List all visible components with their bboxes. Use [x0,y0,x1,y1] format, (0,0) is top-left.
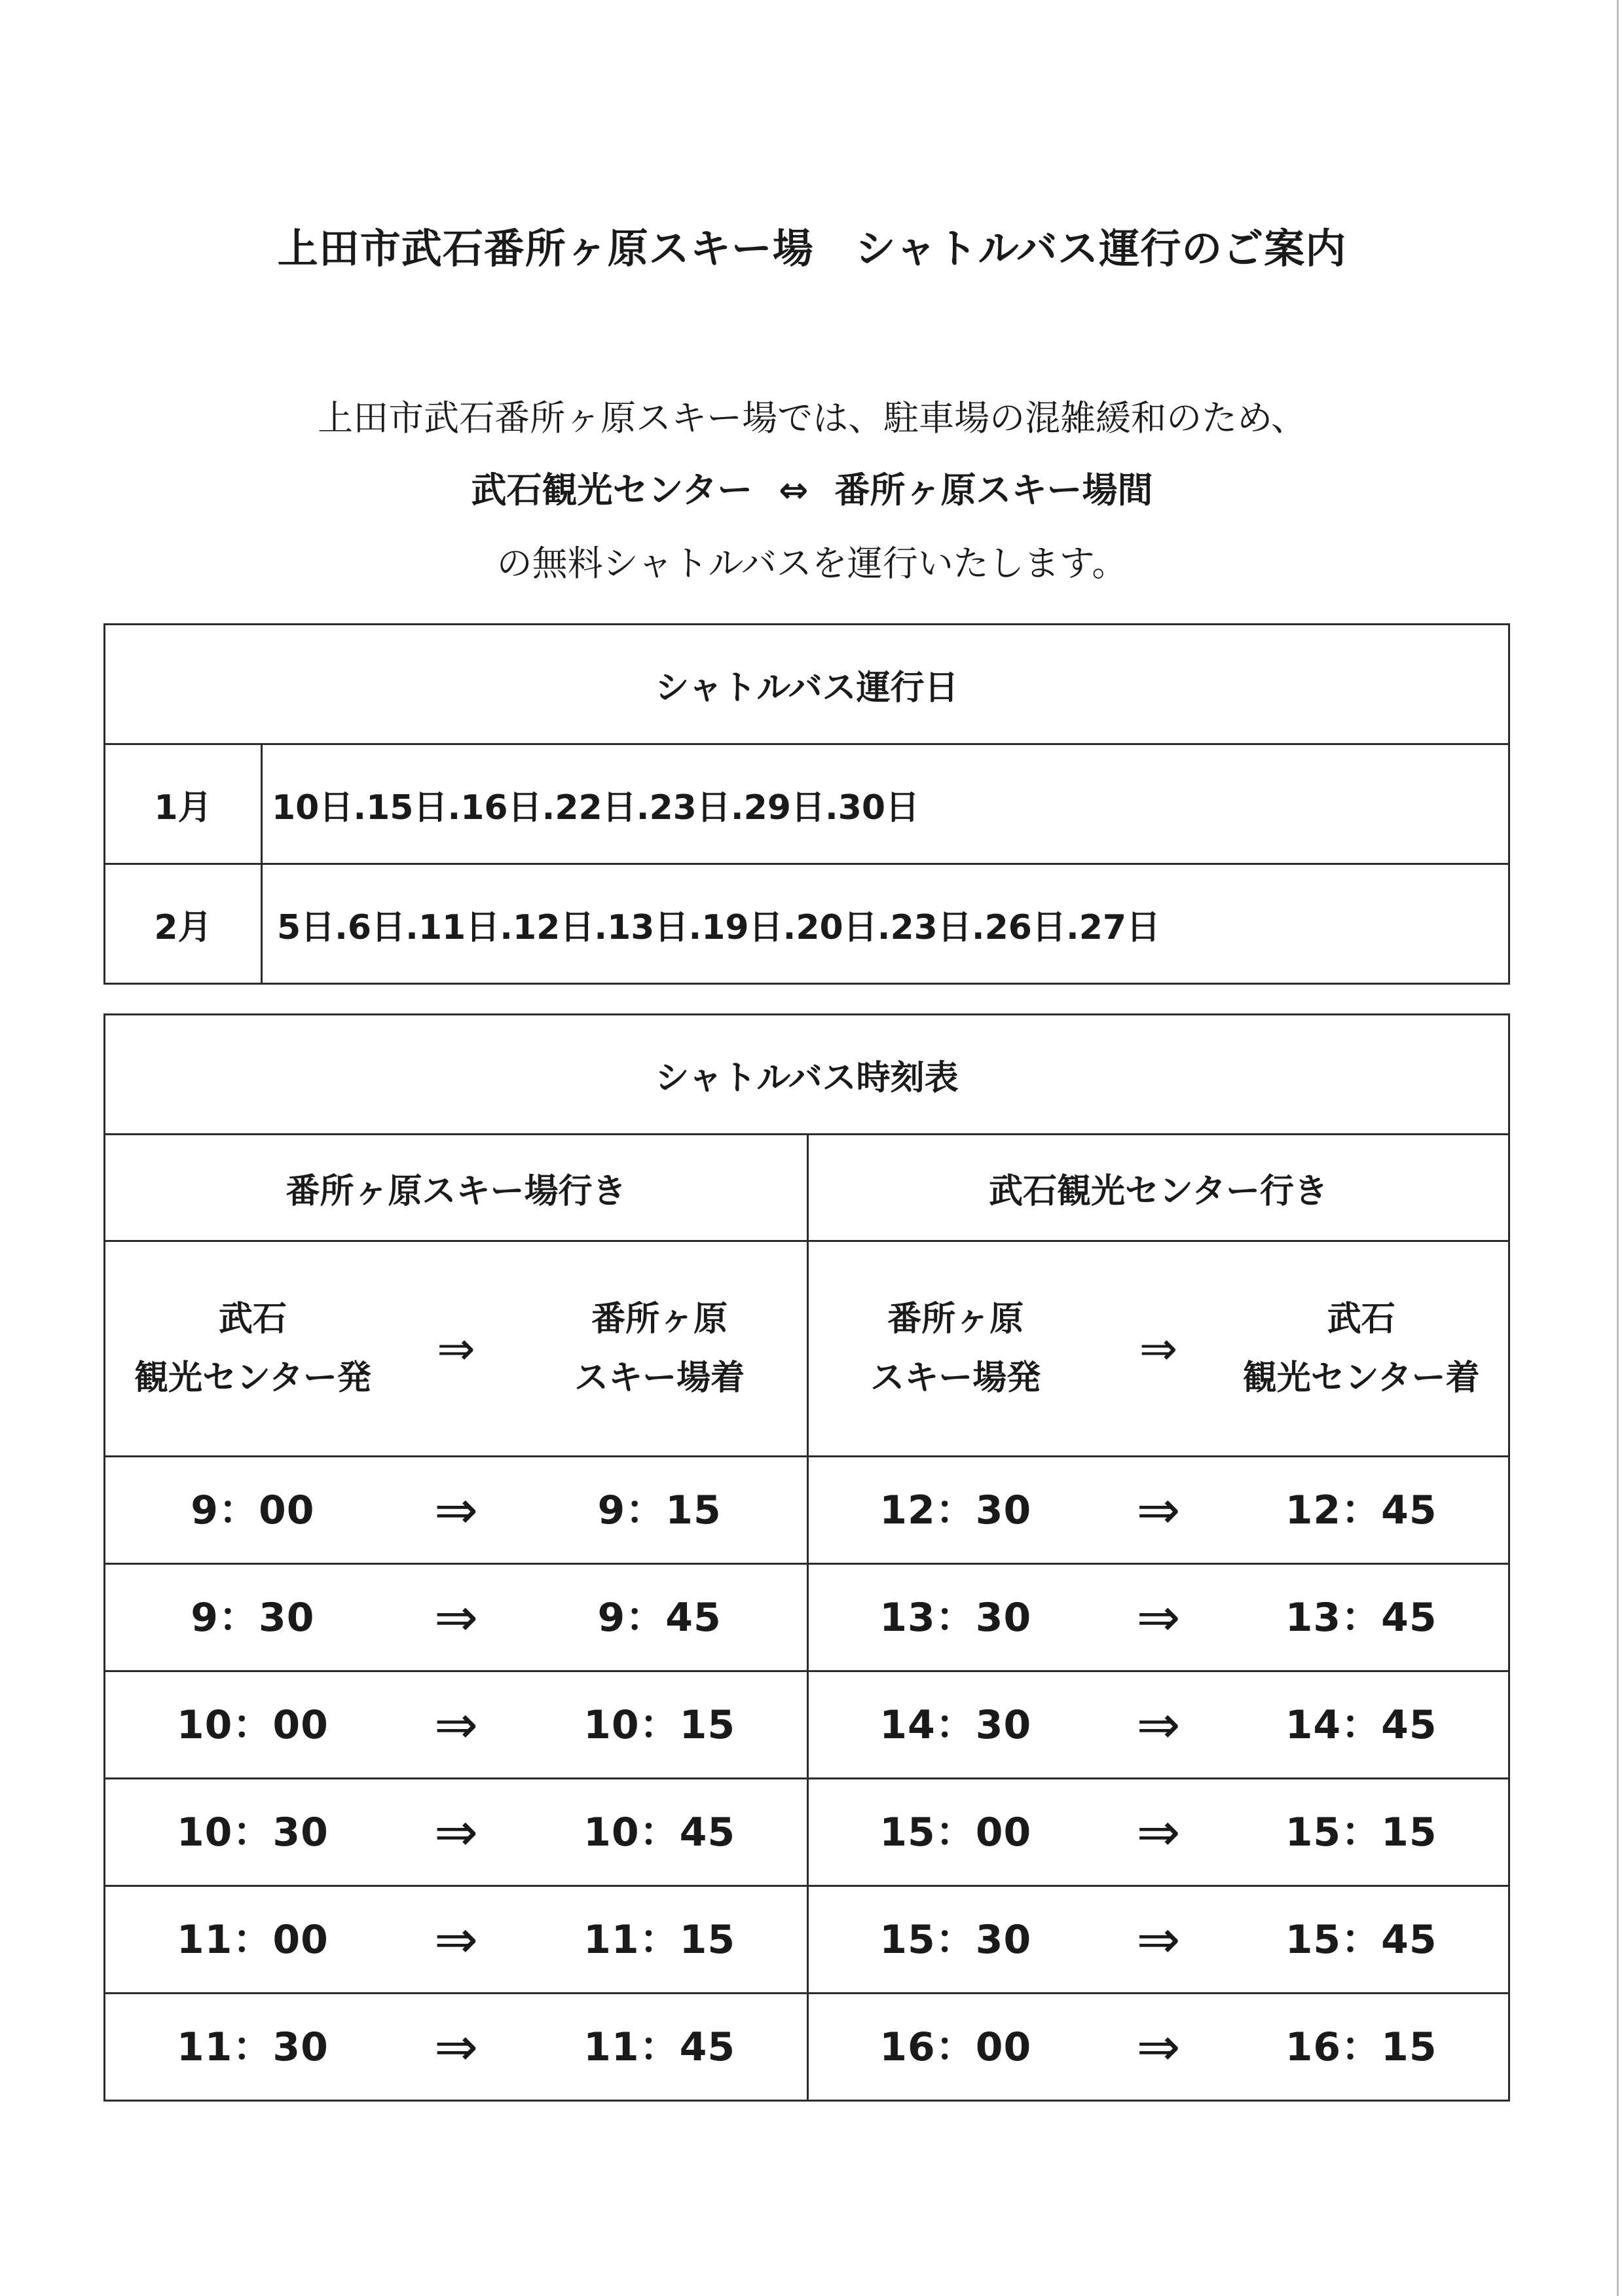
route-from: 武石観光センター [471,469,753,511]
departure-label: 武石 観光センター発 [134,1300,371,1398]
arrival-time: 16：15 [1285,2024,1437,2070]
arrow-icon: ⇒ [1139,1322,1178,1376]
departure-label: 番所ヶ原 スキー場発 [870,1300,1041,1398]
arrow-icon: ⇒ [437,1322,475,1376]
departure-time: 13：30 [879,1594,1032,1641]
outbound-trip [105,1779,808,1886]
arrival-time: 9：15 [597,1487,722,1533]
arrival-time: 15：15 [1285,1809,1437,1855]
column-labels-return [808,1241,1509,1457]
arrow-icon: ⇒ [434,2016,478,2077]
arrival-time: 13：45 [1285,1594,1437,1641]
arrival-time: 10：45 [583,1809,736,1855]
arrow-icon: ⇒ [1136,2016,1181,2077]
return-trip [808,1457,1509,1564]
arrival-time: 10：15 [583,1702,736,1748]
departure-time: 11：00 [176,1916,329,1963]
arrow-icon: ⇒ [1136,1586,1181,1648]
table-row [105,1994,1509,2101]
intro-line-1: 上田市武石番所ヶ原スキー場では、駐車場の混雑緩和のため、 [318,397,1306,439]
table-row [105,1564,1509,1671]
arrival-time: 14：45 [1285,1702,1437,1748]
operation-days-header: シャトルバス運行日 [105,625,1509,744]
timetable [103,1013,1510,2102]
return-trip [808,1994,1509,2101]
return-trip [808,1564,1509,1671]
departure-time: 10：00 [176,1702,329,1748]
route-to: 番所ヶ原スキー場間 [834,469,1153,511]
arrow-icon: ⇒ [434,1479,478,1540]
departure-time: 9：00 [191,1487,315,1533]
operation-days-table [103,623,1510,985]
departure-time: 15：30 [879,1916,1032,1963]
arrival-time: 9：45 [597,1594,722,1641]
outbound-trip [105,1886,808,1994]
return-trip [808,1671,1509,1779]
arrival-label: 武石 観光センター着 [1242,1300,1480,1398]
arrival-label: 番所ヶ原 スキー場着 [574,1300,745,1398]
timetable-header: シャトルバス時刻表 [105,1015,1509,1135]
page-title: 上田市武石番所ヶ原スキー場 シャトルバス運行のご案内 [277,225,1347,272]
direction-to-ski-area: 番所ヶ原スキー場行き [105,1135,808,1241]
table-row [105,1779,1509,1886]
table-row [105,1671,1509,1779]
departure-time: 9：30 [191,1594,315,1641]
arrow-icon: ⇒ [434,1801,478,1863]
outbound-trip [105,1564,808,1671]
arrow-icon: ⇒ [434,1908,478,1970]
outbound-trip [105,1671,808,1779]
departure-time: 12：30 [879,1487,1032,1533]
days-cell: 10日.15日.16日.22日.23日.29日.30日 [262,744,1509,864]
month-cell: 2月 [105,864,262,984]
arrow-icon: ⇒ [434,1694,478,1755]
return-trip [808,1779,1509,1886]
intro-line-3: の無料シャトルバスを運行いたします。 [496,543,1128,584]
table-row [105,744,1509,864]
column-labels-outbound [105,1241,808,1457]
departure-time: 14：30 [879,1702,1032,1748]
route-both-ways-symbol: ⇔ [779,469,809,511]
table-row [105,864,1509,984]
table-row [105,1457,1509,1564]
days-cell: 5日.6日.11日.12日.13日.19日.20日.23日.26日.27日 [262,864,1509,984]
departure-time: 15：00 [879,1809,1032,1855]
direction-to-tourist-center: 武石観光センター行き [808,1135,1509,1241]
departure-time: 11：30 [176,2024,329,2070]
arrow-icon: ⇒ [1136,1694,1181,1755]
outbound-trip [105,1457,808,1564]
arrival-time: 15：45 [1285,1916,1437,1963]
return-trip [808,1886,1509,1994]
intro-route-line [0,462,1624,513]
arrow-icon: ⇒ [1136,1479,1181,1540]
page-edge [1617,0,1619,2296]
arrival-time: 11：15 [583,1916,736,1963]
outbound-trip [105,1994,808,2101]
arrival-time: 11：45 [583,2024,736,2070]
arrow-icon: ⇒ [434,1586,478,1648]
arrow-icon: ⇒ [1136,1908,1181,1970]
arrival-time: 12：45 [1285,1487,1437,1533]
arrow-icon: ⇒ [1136,1801,1181,1863]
departure-time: 10：30 [176,1809,329,1855]
departure-time: 16：00 [879,2024,1032,2070]
month-cell: 1月 [105,744,262,864]
table-row [105,1886,1509,1994]
